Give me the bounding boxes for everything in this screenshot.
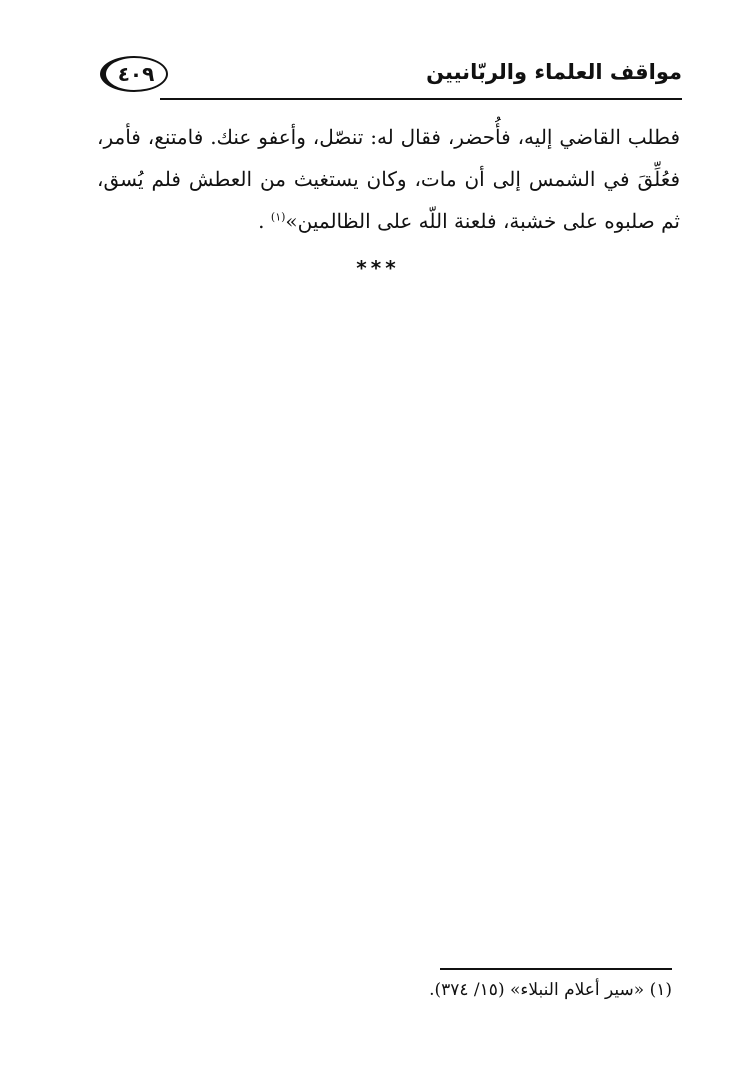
body-paragraph [97, 116, 680, 242]
page-number-badge [100, 56, 168, 92]
page-header [100, 50, 682, 106]
paragraph-text: فطلب القاضي إليه، فأُحضر، فقال له: تنصّل، وأعفو عنك. فامتنع، فأمر، فعُلِّقَ في الشمس إلى أن مات، وكان يستغيث من العطش فلم يُسق، ثم صلبوه على خشبة، فلعنة اللّه على الظالمين» [97, 125, 680, 233]
footnote: (١) «سير أعلام النبلاء» (١٥/ ٣٧٤). [429, 980, 672, 1000]
paragraph-end: . [258, 209, 271, 233]
footnote-marker: (١) [270, 210, 286, 224]
header-rule [160, 98, 682, 100]
running-title: مواقف العلماء والربّانيين [426, 60, 682, 84]
section-separator: *** [356, 256, 400, 280]
page-number: ٤٠٩ [117, 62, 155, 86]
footnote-rule [440, 968, 672, 970]
